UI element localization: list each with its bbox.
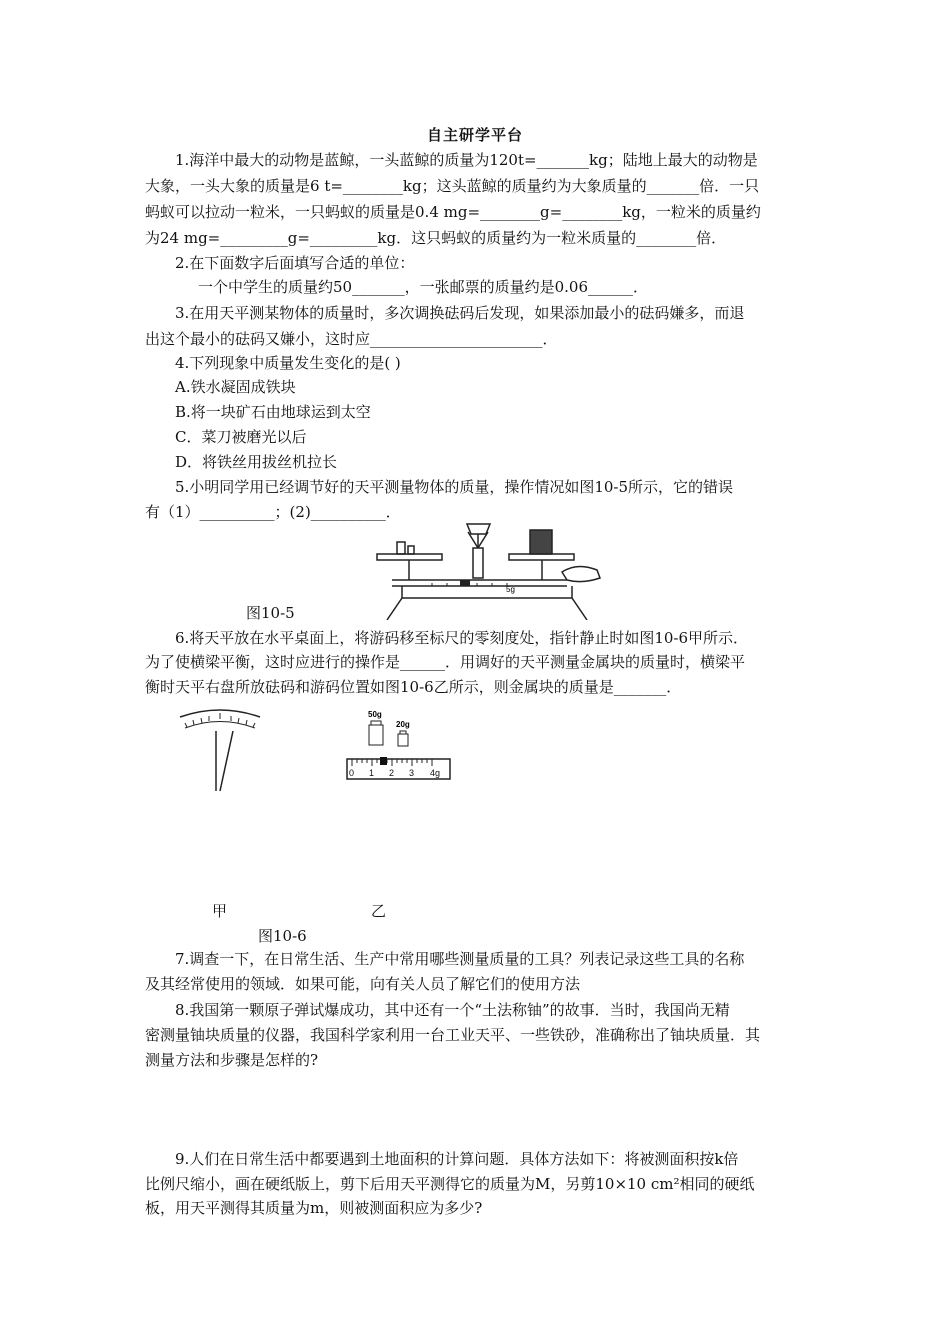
- figure-10-6-caption: 图10-6: [258, 927, 307, 945]
- q4-option-d: D．将铁丝用拔丝机拉长: [175, 453, 338, 471]
- page-title: 自主研学平台: [426, 126, 523, 144]
- q6-line-3: 衡时天平右盘所放砝码和游码位置如图10-6乙所示，则金属块的质量是_______．: [145, 678, 682, 696]
- pointer-dial-figure: [175, 703, 265, 793]
- weight-20g-label: 20g: [396, 720, 410, 729]
- q1-line-1: 1.海洋中最大的动物是蓝鲸，一头蓝鲸的质量为120t=_______kg；陆地上最大的动物是: [175, 151, 758, 169]
- figure-yi-label: 乙: [371, 902, 387, 920]
- q2-line-1: 2.在下面数字后面填写合适的单位：: [175, 254, 415, 272]
- q8-line-3: 测量方法和步骤是怎样的?: [145, 1051, 319, 1069]
- q6-line-1: 6.将天平放在水平桌面上，将游码移至标尺的零刻度处，指针静止时如图10-6甲所示．: [175, 629, 749, 647]
- q4-stem: 4.下列现象中质量发生变化的是( ): [175, 354, 401, 372]
- figure-10-5-caption: 图10-5: [246, 604, 295, 622]
- q8-line-1: 8.我国第一颗原子弹试爆成功，其中还有一个“土法称铀”的故事．当时，我国尚无精: [175, 1001, 730, 1019]
- tick-3: 3: [409, 768, 415, 778]
- weight-50g-label: 50g: [368, 710, 382, 719]
- q1-line-3: 蚂蚁可以拉动一粒米，一只蚂蚁的质量是0.4 mg=________g=________kg，一粒米的质量约: [145, 203, 761, 221]
- q6-line-2: 为了使横梁平衡，这时应进行的操作是______．用调好的天平测量金属块的质量时，横梁平: [145, 653, 746, 671]
- q7-line-2: 及其经常使用的领域．如果可能，向有关人员了解它们的使用方法: [145, 975, 581, 993]
- q9-line-1: 9.人们在日常生活中都要遇到土地面积的计算问题．具体方法如下：将被测面积按k倍: [175, 1150, 739, 1168]
- q1-line-4: 为24 mg=_________g=_________kg．这只蚂蚁的质量约为一粒米质量的________倍．: [145, 229, 727, 247]
- q7-line-1: 7.调查一下，在日常生活、生产中常用哪些测量质量的工具？列表记录这些工具的名称: [175, 950, 745, 968]
- tick-1: 1: [369, 768, 375, 778]
- q3-line-2: 出这个最小的砝码又嫌小，这时应_______________________．: [145, 330, 558, 348]
- tick-4g: 4g: [430, 768, 441, 778]
- scale-5g-label: 5g: [506, 585, 515, 594]
- rider-marker: [460, 580, 470, 586]
- balance-figure-10-5: [372, 520, 607, 620]
- q9-line-2: 比例尺缩小，画在硬纸版上，剪下后用天平测得它的质量为M，另剪10×10 cm²相同的硬纸: [145, 1175, 755, 1193]
- q5-line-2: 有（1）__________；(2)__________．: [145, 503, 401, 521]
- q4-option-b: B.将一块矿石由地球运到太空: [175, 403, 371, 421]
- q3-line-1: 3.在用天平测某物体的质量时，多次调换砝码后发现，如果添加最小的砝码嫌多，而退: [175, 304, 745, 322]
- tick-2: 2: [389, 768, 395, 778]
- rider-position-marker: [380, 757, 387, 765]
- q2-line-2: 一个中学生的质量约50_______，一张邮票的质量约是0.06______．: [198, 278, 648, 296]
- q1-line-2: 大象，一头大象的质量是6 t=________kg；这头蓝鲸的质量约为大象质量的_______倍．一只: [145, 177, 760, 195]
- q4-option-c: C．菜刀被磨光以后: [175, 428, 307, 446]
- q5-line-1: 5.小明同学用已经调节好的天平测量物体的质量，操作情况如图10-5所示，它的错误: [175, 478, 734, 496]
- tick-0: 0: [349, 768, 355, 778]
- q8-line-2: 密测量铀块质量的仪器，我国科学家利用一台工业天平、一些铁砂，准确称出了铀块质量．其: [145, 1026, 761, 1044]
- figure-jia-label: 甲: [212, 902, 228, 920]
- weights-scale-figure: [340, 703, 455, 783]
- q9-line-3: 板，用天平测得其质量为m，则被测面积应为多少?: [145, 1199, 483, 1217]
- q4-option-a: A.铁水凝固成铁块: [175, 378, 296, 396]
